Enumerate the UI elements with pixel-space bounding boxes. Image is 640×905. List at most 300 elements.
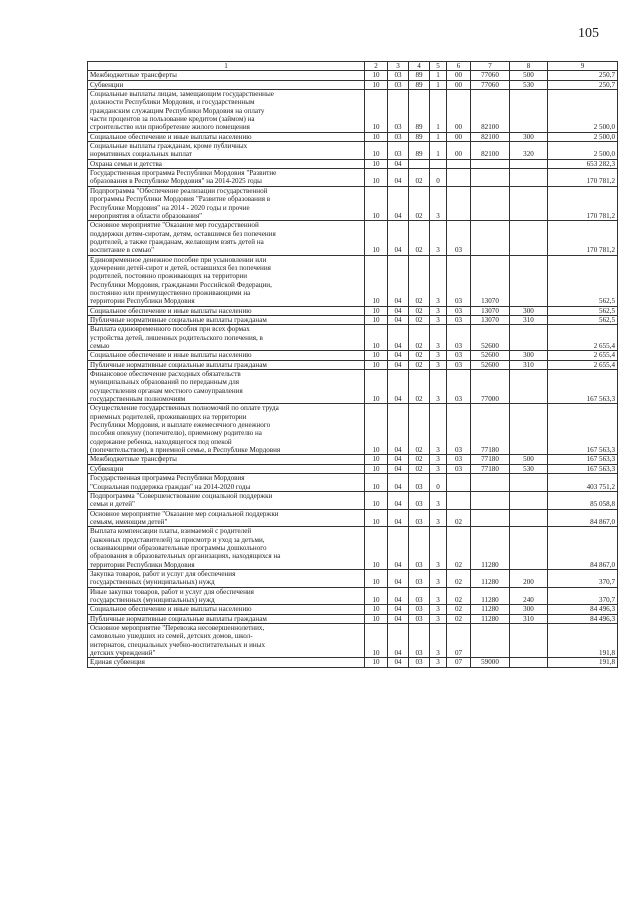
code-direction: 77180 xyxy=(471,455,510,464)
code-subprogram: 3 xyxy=(430,360,447,369)
code-expense-type xyxy=(510,527,548,570)
amount: 562,5 xyxy=(548,255,618,306)
code-expense-type xyxy=(510,186,548,220)
code-measure: 03 xyxy=(447,221,471,255)
code-direction: 82100 xyxy=(471,90,510,133)
row-name: Иные закупки товаров, работ и услуг для обеспечения государственных (муниципальных) нужд xyxy=(88,587,365,605)
code-measure: 03 xyxy=(447,255,471,306)
code-section: 10 xyxy=(365,325,388,351)
code-subprogram: 3 xyxy=(430,404,447,455)
code-section: 10 xyxy=(365,306,388,315)
table-row xyxy=(88,491,618,509)
code-subprogram: 3 xyxy=(430,186,447,220)
row-name: Выплата единовременного пособия при всех формах устройства детей, лишенных родительского попечения, в семью xyxy=(88,325,365,351)
code-measure: 07 xyxy=(447,658,471,667)
code-subprogram: 3 xyxy=(430,455,447,464)
code-program: 03 xyxy=(409,624,430,658)
row-name: Публичные нормативные социальные выплаты гражданам xyxy=(88,614,365,623)
code-program: 03 xyxy=(409,658,430,667)
code-subprogram: 1 xyxy=(430,71,447,80)
table-row xyxy=(88,80,618,89)
table-row xyxy=(88,527,618,570)
code-subprogram: 3 xyxy=(430,255,447,306)
amount: 167 563,3 xyxy=(548,464,618,473)
row-name: Субвенции xyxy=(88,464,365,473)
code-subprogram: 0 xyxy=(430,169,447,187)
amount: 191,8 xyxy=(548,624,618,658)
code-subsection: 04 xyxy=(388,351,409,360)
table-row xyxy=(88,587,618,605)
table-row xyxy=(88,509,618,527)
column-header: 5 xyxy=(430,62,447,71)
code-expense-type xyxy=(510,90,548,133)
code-subprogram: 3 xyxy=(430,464,447,473)
code-section: 10 xyxy=(365,614,388,623)
code-subsection: 04 xyxy=(388,587,409,605)
amount: 562,5 xyxy=(548,306,618,315)
code-subprogram: 3 xyxy=(430,605,447,614)
row-name: Публичные нормативные социальные выплаты гражданам xyxy=(88,315,365,324)
column-header: 8 xyxy=(510,62,548,71)
table-row xyxy=(88,255,618,306)
code-expense-type: 310 xyxy=(510,315,548,324)
code-measure xyxy=(447,186,471,220)
code-expense-type: 310 xyxy=(510,360,548,369)
amount: 403 751,2 xyxy=(548,474,618,492)
code-expense-type xyxy=(510,255,548,306)
code-section: 10 xyxy=(365,351,388,360)
code-program: 89 xyxy=(409,142,430,160)
code-section: 10 xyxy=(365,186,388,220)
code-direction: 11280 xyxy=(471,605,510,614)
table-row xyxy=(88,370,618,404)
code-measure: 00 xyxy=(447,90,471,133)
row-name: Выплата компенсации платы, взимаемой с родителей (законных представителей) за присмотр и уход за детьми, осваивающими образовательные программы дошкольного образования в образовательных организациях, находящихся на территории Республики Мордовия xyxy=(88,527,365,570)
code-section: 10 xyxy=(365,587,388,605)
row-name: Социальные выплаты лицам, замещающим государственные должности Республики Мордовия, и государственным гражданским служащим Республики Мордовия на оплату части процентов за пользование кредитом (займом) на строительство или приобретение жилого помещения xyxy=(88,90,365,133)
code-direction: 11280 xyxy=(471,569,510,587)
row-name: Единовременное денежное пособие при усыновлении или удочерении детей-сирот и детей, оставшихся без попечения родителей, постоянно проживающих на территории Республики Мордовия, гражданами Российской Федерации, постоянно или преимущественно проживающими на территории Республики Мордовия xyxy=(88,255,365,306)
code-program: 02 xyxy=(409,306,430,315)
code-expense-type xyxy=(510,370,548,404)
code-expense-type xyxy=(510,509,548,527)
code-section: 10 xyxy=(365,71,388,80)
column-header: 1 xyxy=(88,62,365,71)
code-expense-type: 530 xyxy=(510,80,548,89)
code-program: 89 xyxy=(409,90,430,133)
table-row xyxy=(88,169,618,187)
code-section: 10 xyxy=(365,132,388,141)
row-name: Подпрограмма "Обеспечение реализации государственной программы Республики Мордовия "Развитие образования в Республике Мордовия" на 2014 - 2020 годы и прочие мероприятия в области образования" xyxy=(88,186,365,220)
code-subprogram: 3 xyxy=(430,658,447,667)
code-subsection: 04 xyxy=(388,464,409,473)
column-header: 6 xyxy=(447,62,471,71)
code-measure: 07 xyxy=(447,624,471,658)
row-name: Основное мероприятие "Оказание мер государственной поддержки детям-сиротам, детям, оставшимся без попечения родителей, а также гражданам, желающим взять детей на воспитание в семью" xyxy=(88,221,365,255)
code-direction xyxy=(471,221,510,255)
code-subsection: 04 xyxy=(388,509,409,527)
code-subsection: 04 xyxy=(388,255,409,306)
column-header: 7 xyxy=(471,62,510,71)
code-direction: 77060 xyxy=(471,71,510,80)
code-measure: 00 xyxy=(447,142,471,160)
table-row xyxy=(88,325,618,351)
code-subprogram: 1 xyxy=(430,90,447,133)
code-section: 10 xyxy=(365,474,388,492)
code-subsection: 04 xyxy=(388,360,409,369)
row-name: Подпрограмма "Совершенствование социальной поддержки семьи и детей" xyxy=(88,491,365,509)
amount: 84 867,0 xyxy=(548,527,618,570)
code-measure: 03 xyxy=(447,325,471,351)
code-direction: 59000 xyxy=(471,658,510,667)
amount: 170 781,2 xyxy=(548,221,618,255)
code-expense-type: 500 xyxy=(510,71,548,80)
amount: 84 496,3 xyxy=(548,605,618,614)
row-name: Социальное обеспечение и иные выплаты населению xyxy=(88,351,365,360)
amount: 562,5 xyxy=(548,315,618,324)
code-expense-type xyxy=(510,169,548,187)
code-subsection: 03 xyxy=(388,142,409,160)
table-row xyxy=(88,306,618,315)
code-expense-type: 300 xyxy=(510,605,548,614)
code-direction xyxy=(471,491,510,509)
amount: 167 563,3 xyxy=(548,404,618,455)
code-measure: 03 xyxy=(447,351,471,360)
code-program: 03 xyxy=(409,605,430,614)
code-subsection: 04 xyxy=(388,404,409,455)
code-subsection: 04 xyxy=(388,306,409,315)
table-row xyxy=(88,624,618,658)
code-direction: 52600 xyxy=(471,351,510,360)
amount: 84 496,3 xyxy=(548,614,618,623)
code-section: 10 xyxy=(365,370,388,404)
code-measure xyxy=(447,169,471,187)
code-program: 03 xyxy=(409,474,430,492)
code-expense-type: 500 xyxy=(510,455,548,464)
code-program: 03 xyxy=(409,587,430,605)
table-row xyxy=(88,159,618,168)
code-section: 10 xyxy=(365,159,388,168)
amount: 250,7 xyxy=(548,80,618,89)
amount: 2 500,0 xyxy=(548,142,618,160)
table-row xyxy=(88,221,618,255)
table-row xyxy=(88,186,618,220)
code-measure: 03 xyxy=(447,360,471,369)
code-subsection: 04 xyxy=(388,491,409,509)
code-expense-type xyxy=(510,404,548,455)
table-body xyxy=(88,71,618,667)
amount: 167 563,3 xyxy=(548,370,618,404)
code-direction: 11280 xyxy=(471,614,510,623)
amount: 370,7 xyxy=(548,587,618,605)
code-program: 02 xyxy=(409,315,430,324)
code-measure: 02 xyxy=(447,614,471,623)
code-direction: 52600 xyxy=(471,360,510,369)
table-row xyxy=(88,614,618,623)
table-row xyxy=(88,132,618,141)
code-measure: 03 xyxy=(447,315,471,324)
table-row xyxy=(88,315,618,324)
code-section: 10 xyxy=(365,509,388,527)
code-subprogram: 1 xyxy=(430,142,447,160)
code-subsection: 04 xyxy=(388,455,409,464)
code-direction: 82100 xyxy=(471,142,510,160)
table-row xyxy=(88,404,618,455)
code-expense-type: 530 xyxy=(510,464,548,473)
code-section: 10 xyxy=(365,142,388,160)
column-header: 4 xyxy=(409,62,430,71)
code-subprogram: 0 xyxy=(430,474,447,492)
code-program: 02 xyxy=(409,221,430,255)
code-program xyxy=(409,159,430,168)
code-subprogram: 3 xyxy=(430,370,447,404)
code-expense-type: 310 xyxy=(510,614,548,623)
table-row xyxy=(88,351,618,360)
code-program: 03 xyxy=(409,527,430,570)
code-measure xyxy=(447,159,471,168)
code-direction: 77180 xyxy=(471,464,510,473)
row-name: Закупка товаров, работ и услуг для обеспечения государственных (муниципальных) нужд xyxy=(88,569,365,587)
row-name: Социальное обеспечение и иные выплаты населению xyxy=(88,605,365,614)
row-name: Публичные нормативные социальные выплаты гражданам xyxy=(88,360,365,369)
amount: 191,8 xyxy=(548,658,618,667)
row-name: Социальное обеспечение и иные выплаты населению xyxy=(88,306,365,315)
table-row xyxy=(88,90,618,133)
code-direction xyxy=(471,186,510,220)
code-expense-type: 200 xyxy=(510,569,548,587)
table-row xyxy=(88,658,618,667)
row-name: Государственная программа Республики Мордовия "Социальная поддержка граждан" на 2014-2020 годы xyxy=(88,474,365,492)
code-measure: 03 xyxy=(447,306,471,315)
code-program: 02 xyxy=(409,404,430,455)
code-expense-type xyxy=(510,491,548,509)
code-subsection: 04 xyxy=(388,186,409,220)
code-subsection: 03 xyxy=(388,132,409,141)
code-section: 10 xyxy=(365,569,388,587)
code-program: 02 xyxy=(409,325,430,351)
row-name: Межбюджетные трансферты xyxy=(88,71,365,80)
amount: 2 500,0 xyxy=(548,132,618,141)
code-section: 10 xyxy=(365,315,388,324)
amount: 167 563,3 xyxy=(548,455,618,464)
amount: 2 500,0 xyxy=(548,90,618,133)
code-subprogram: 3 xyxy=(430,315,447,324)
row-name: Охрана семьи и детства xyxy=(88,159,365,168)
code-measure: 02 xyxy=(447,527,471,570)
amount: 250,7 xyxy=(548,71,618,80)
code-subprogram: 3 xyxy=(430,491,447,509)
row-name: Основное мероприятие "Оказание мер социальной поддержки семьям, имеющим детей" xyxy=(88,509,365,527)
code-measure: 02 xyxy=(447,605,471,614)
code-measure: 03 xyxy=(447,455,471,464)
code-subsection: 04 xyxy=(388,325,409,351)
code-section: 10 xyxy=(365,169,388,187)
code-subprogram: 1 xyxy=(430,132,447,141)
code-subsection: 04 xyxy=(388,159,409,168)
code-section: 10 xyxy=(365,90,388,133)
code-program: 03 xyxy=(409,491,430,509)
amount: 2 655,4 xyxy=(548,351,618,360)
code-program: 02 xyxy=(409,464,430,473)
code-subprogram: 3 xyxy=(430,527,447,570)
row-name: Основное мероприятие "Перевозка несовершеннолетних, самовольно ушедших из семей, детских домов, школ- интернатов, специальных учебно-воспитательных и иных детских учреждений" xyxy=(88,624,365,658)
code-expense-type xyxy=(510,474,548,492)
table-row xyxy=(88,455,618,464)
code-program: 02 xyxy=(409,255,430,306)
code-program: 89 xyxy=(409,80,430,89)
code-section: 10 xyxy=(365,624,388,658)
code-measure: 03 xyxy=(447,404,471,455)
code-section: 10 xyxy=(365,360,388,369)
code-expense-type: 300 xyxy=(510,351,548,360)
table-row xyxy=(88,464,618,473)
code-subsection: 04 xyxy=(388,614,409,623)
row-name: Социальное обеспечение и иные выплаты населению xyxy=(88,132,365,141)
code-program: 02 xyxy=(409,186,430,220)
code-direction xyxy=(471,624,510,658)
column-header: 9 xyxy=(548,62,618,71)
code-section: 10 xyxy=(365,527,388,570)
code-direction xyxy=(471,474,510,492)
code-direction xyxy=(471,159,510,168)
amount: 370,7 xyxy=(548,569,618,587)
code-subsection: 03 xyxy=(388,80,409,89)
row-name: Социальные выплаты гражданам, кроме публичных нормативных социальных выплат xyxy=(88,142,365,160)
code-program: 02 xyxy=(409,169,430,187)
code-expense-type: 300 xyxy=(510,306,548,315)
code-subsection: 04 xyxy=(388,315,409,324)
code-expense-type xyxy=(510,159,548,168)
amount: 85 058,8 xyxy=(548,491,618,509)
code-subsection: 04 xyxy=(388,624,409,658)
code-program: 02 xyxy=(409,370,430,404)
code-subprogram: 3 xyxy=(430,325,447,351)
code-program: 03 xyxy=(409,509,430,527)
code-subprogram: 1 xyxy=(430,80,447,89)
code-subsection: 04 xyxy=(388,169,409,187)
amount: 653 282,3 xyxy=(548,159,618,168)
code-subsection: 04 xyxy=(388,474,409,492)
code-direction: 82100 xyxy=(471,132,510,141)
column-header: 2 xyxy=(365,62,388,71)
code-expense-type xyxy=(510,325,548,351)
code-direction: 11280 xyxy=(471,587,510,605)
code-measure xyxy=(447,491,471,509)
code-subprogram: 3 xyxy=(430,306,447,315)
table-row xyxy=(88,569,618,587)
code-program: 03 xyxy=(409,569,430,587)
code-subprogram: 3 xyxy=(430,624,447,658)
code-expense-type xyxy=(510,658,548,667)
table-row xyxy=(88,360,618,369)
code-subsection: 04 xyxy=(388,569,409,587)
code-subsection: 04 xyxy=(388,370,409,404)
code-direction: 77060 xyxy=(471,80,510,89)
code-program: 02 xyxy=(409,455,430,464)
amount: 2 655,4 xyxy=(548,325,618,351)
code-direction: 11280 xyxy=(471,527,510,570)
code-section: 10 xyxy=(365,80,388,89)
amount: 2 655,4 xyxy=(548,360,618,369)
amount: 84 867,0 xyxy=(548,509,618,527)
code-measure: 03 xyxy=(447,370,471,404)
code-expense-type xyxy=(510,624,548,658)
code-direction xyxy=(471,169,510,187)
code-expense-type: 240 xyxy=(510,587,548,605)
code-direction: 52600 xyxy=(471,325,510,351)
code-subsection: 04 xyxy=(388,658,409,667)
code-expense-type: 320 xyxy=(510,142,548,160)
table-row xyxy=(88,142,618,160)
code-subsection: 04 xyxy=(388,221,409,255)
table-row xyxy=(88,605,618,614)
code-measure: 00 xyxy=(447,80,471,89)
code-direction: 77180 xyxy=(471,404,510,455)
code-section: 10 xyxy=(365,658,388,667)
row-name: Межбюджетные трансферты xyxy=(88,455,365,464)
code-section: 10 xyxy=(365,404,388,455)
row-name: Финансовое обеспечение расходных обязательств муниципальных образований по переданным для осуществления органам местного самоуправления государственным полномочиям xyxy=(88,370,365,404)
code-program: 02 xyxy=(409,351,430,360)
code-subprogram: 3 xyxy=(430,509,447,527)
code-subsection: 03 xyxy=(388,71,409,80)
code-program: 02 xyxy=(409,360,430,369)
code-program: 03 xyxy=(409,614,430,623)
code-expense-type: 300 xyxy=(510,132,548,141)
code-section: 10 xyxy=(365,605,388,614)
header-row xyxy=(88,62,618,71)
code-direction: 13070 xyxy=(471,306,510,315)
code-section: 10 xyxy=(365,221,388,255)
code-section: 10 xyxy=(365,455,388,464)
amount: 170 781,2 xyxy=(548,186,618,220)
table-row xyxy=(88,474,618,492)
code-direction: 13070 xyxy=(471,315,510,324)
row-name: Государственная программа Республики Мордовия "Развитие образования в Республике Мордовия" на 2014-2025 годы xyxy=(88,169,365,187)
code-measure: 00 xyxy=(447,71,471,80)
code-direction xyxy=(471,509,510,527)
code-expense-type xyxy=(510,221,548,255)
code-subprogram: 3 xyxy=(430,614,447,623)
row-name: Осуществление государственных полномочий по оплате труда приемных родителей, проживающих на территории Республики Мордовия, и выплате ежемесячного денежного пособия опекуну (попечителю), приемному родителю на содержание ребенка, находящегося под опекой (попечительством), в приемной семье, в Республике Мордовия xyxy=(88,404,365,455)
code-direction: 13070 xyxy=(471,255,510,306)
column-header: 3 xyxy=(388,62,409,71)
code-subprogram: 3 xyxy=(430,587,447,605)
code-measure: 02 xyxy=(447,587,471,605)
code-subprogram: 3 xyxy=(430,221,447,255)
code-subsection: 03 xyxy=(388,90,409,133)
code-program: 89 xyxy=(409,132,430,141)
code-subsection: 04 xyxy=(388,527,409,570)
code-subprogram: 3 xyxy=(430,569,447,587)
code-measure: 00 xyxy=(447,132,471,141)
code-measure: 02 xyxy=(447,509,471,527)
row-name: Единая субвенция xyxy=(88,658,365,667)
code-measure: 03 xyxy=(447,464,471,473)
table-row xyxy=(88,71,618,80)
page-number: 105 xyxy=(578,26,599,41)
code-subprogram: 3 xyxy=(430,351,447,360)
code-section: 10 xyxy=(365,491,388,509)
code-section: 10 xyxy=(365,464,388,473)
code-measure xyxy=(447,474,471,492)
code-subsection: 04 xyxy=(388,605,409,614)
budget-table xyxy=(87,61,618,668)
code-direction: 77000 xyxy=(471,370,510,404)
code-subprogram xyxy=(430,159,447,168)
code-measure: 02 xyxy=(447,569,471,587)
row-name: Субвенции xyxy=(88,80,365,89)
